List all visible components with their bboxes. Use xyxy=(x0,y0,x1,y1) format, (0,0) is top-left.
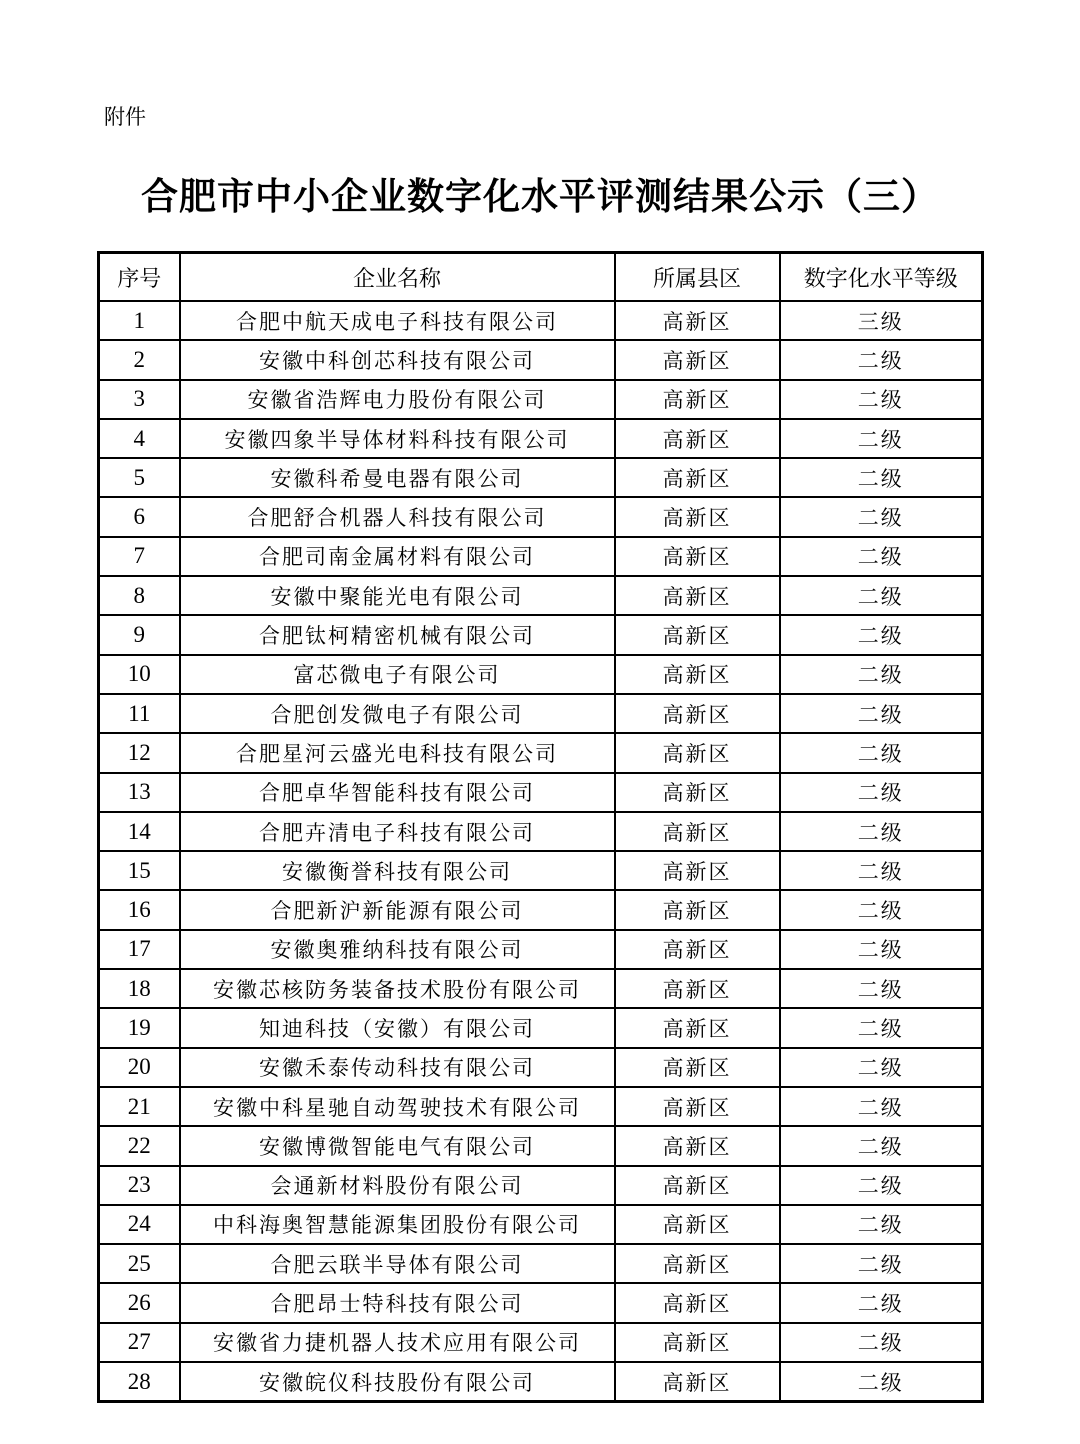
district: 高新区 xyxy=(615,851,780,890)
district: 高新区 xyxy=(615,497,780,536)
row-index: 7 xyxy=(99,537,180,576)
table-row xyxy=(99,1087,983,1126)
digital-level: 二级 xyxy=(780,419,983,458)
company-name: 安徽中科创芯科技有限公司 xyxy=(180,340,615,379)
company-name: 合肥中航天成电子科技有限公司 xyxy=(180,301,615,340)
table-row xyxy=(99,615,983,654)
company-name: 合肥卉清电子科技有限公司 xyxy=(180,812,615,851)
digital-level: 二级 xyxy=(780,1166,983,1205)
table-row xyxy=(99,694,983,733)
company-name: 富芯微电子有限公司 xyxy=(180,655,615,694)
digital-level: 二级 xyxy=(780,930,983,969)
digital-level: 二级 xyxy=(780,340,983,379)
digital-level: 二级 xyxy=(780,655,983,694)
row-index: 14 xyxy=(99,812,180,851)
row-index: 23 xyxy=(99,1166,180,1205)
row-index: 12 xyxy=(99,733,180,772)
company-name: 合肥新沪新能源有限公司 xyxy=(180,890,615,929)
company-name: 安徽博微智能电气有限公司 xyxy=(180,1126,615,1165)
header-index: 序号 xyxy=(99,253,180,302)
company-name: 安徽皖仪科技股份有限公司 xyxy=(180,1362,615,1402)
district: 高新区 xyxy=(615,1323,780,1362)
company-name: 中科海奥智慧能源集团股份有限公司 xyxy=(180,1205,615,1244)
table-row xyxy=(99,1205,983,1244)
table-row xyxy=(99,1166,983,1205)
digital-level: 二级 xyxy=(780,1283,983,1322)
district: 高新区 xyxy=(615,694,780,733)
company-name: 安徽四象半导体材料科技有限公司 xyxy=(180,419,615,458)
header-company-name: 企业名称 xyxy=(180,253,615,302)
row-index: 18 xyxy=(99,969,180,1008)
digital-level: 二级 xyxy=(780,812,983,851)
table-row xyxy=(99,380,983,419)
digital-level: 二级 xyxy=(780,733,983,772)
digital-level: 二级 xyxy=(780,1362,983,1402)
digital-level: 二级 xyxy=(780,1205,983,1244)
district: 高新区 xyxy=(615,380,780,419)
company-name: 安徽科希曼电器有限公司 xyxy=(180,458,615,497)
company-name: 安徽衡誉科技有限公司 xyxy=(180,851,615,890)
digital-level: 二级 xyxy=(780,1008,983,1047)
company-name: 安徽中科星驰自动驾驶技术有限公司 xyxy=(180,1087,615,1126)
digital-level: 二级 xyxy=(780,1048,983,1087)
table-row xyxy=(99,1008,983,1047)
table-row xyxy=(99,930,983,969)
digital-level: 二级 xyxy=(780,1244,983,1283)
digital-level: 二级 xyxy=(780,576,983,615)
company-name: 合肥卓华智能科技有限公司 xyxy=(180,773,615,812)
row-index: 9 xyxy=(99,615,180,654)
row-index: 13 xyxy=(99,773,180,812)
district: 高新区 xyxy=(615,1126,780,1165)
row-index: 15 xyxy=(99,851,180,890)
digital-level: 二级 xyxy=(780,851,983,890)
company-name: 会通新材料股份有限公司 xyxy=(180,1166,615,1205)
digital-level: 二级 xyxy=(780,773,983,812)
company-name: 安徽省力捷机器人技术应用有限公司 xyxy=(180,1323,615,1362)
district: 高新区 xyxy=(615,812,780,851)
district: 高新区 xyxy=(615,576,780,615)
district: 高新区 xyxy=(615,733,780,772)
row-index: 19 xyxy=(99,1008,180,1047)
row-index: 17 xyxy=(99,930,180,969)
company-name: 知迪科技（安徽）有限公司 xyxy=(180,1008,615,1047)
company-name: 安徽中聚能光电有限公司 xyxy=(180,576,615,615)
row-index: 5 xyxy=(99,458,180,497)
table-row xyxy=(99,497,983,536)
table-row xyxy=(99,1048,983,1087)
district: 高新区 xyxy=(615,930,780,969)
digital-level: 二级 xyxy=(780,890,983,929)
row-index: 22 xyxy=(99,1126,180,1165)
row-index: 16 xyxy=(99,890,180,929)
table-row xyxy=(99,419,983,458)
district: 高新区 xyxy=(615,1362,780,1402)
company-name: 安徽芯核防务装备技术股份有限公司 xyxy=(180,969,615,1008)
table-row xyxy=(99,733,983,772)
digital-level: 二级 xyxy=(780,1126,983,1165)
digital-level: 二级 xyxy=(780,1323,983,1362)
table-row xyxy=(99,1362,983,1402)
row-index: 2 xyxy=(99,340,180,379)
results-table xyxy=(97,251,984,1403)
company-name: 安徽禾泰传动科技有限公司 xyxy=(180,1048,615,1087)
company-name: 合肥星河云盛光电科技有限公司 xyxy=(180,733,615,772)
row-index: 24 xyxy=(99,1205,180,1244)
row-index: 28 xyxy=(99,1362,180,1402)
row-index: 1 xyxy=(99,301,180,340)
table-row xyxy=(99,576,983,615)
district: 高新区 xyxy=(615,537,780,576)
table-row xyxy=(99,890,983,929)
row-index: 3 xyxy=(99,380,180,419)
page-title: 合肥市中小企业数字化水平评测结果公示（三） xyxy=(141,174,939,218)
row-index: 26 xyxy=(99,1283,180,1322)
district: 高新区 xyxy=(615,1166,780,1205)
table-header-row xyxy=(99,253,983,302)
table-row xyxy=(99,340,983,379)
table-row xyxy=(99,301,983,340)
district: 高新区 xyxy=(615,419,780,458)
digital-level: 二级 xyxy=(780,458,983,497)
district: 高新区 xyxy=(615,890,780,929)
header-district: 所属县区 xyxy=(615,253,780,302)
district: 高新区 xyxy=(615,1008,780,1047)
table-row xyxy=(99,458,983,497)
district: 高新区 xyxy=(615,773,780,812)
company-name: 合肥舒合机器人科技有限公司 xyxy=(180,497,615,536)
digital-level: 二级 xyxy=(780,497,983,536)
digital-level: 二级 xyxy=(780,537,983,576)
digital-level: 二级 xyxy=(780,694,983,733)
row-index: 10 xyxy=(99,655,180,694)
row-index: 20 xyxy=(99,1048,180,1087)
district: 高新区 xyxy=(615,458,780,497)
district: 高新区 xyxy=(615,1205,780,1244)
district: 高新区 xyxy=(615,301,780,340)
company-name: 合肥司南金属材料有限公司 xyxy=(180,537,615,576)
district: 高新区 xyxy=(615,615,780,654)
row-index: 27 xyxy=(99,1323,180,1362)
attachment-label: 附件 xyxy=(104,105,146,129)
digital-level: 三级 xyxy=(780,301,983,340)
company-name: 安徽奥雅纳科技有限公司 xyxy=(180,930,615,969)
digital-level: 二级 xyxy=(780,969,983,1008)
digital-level: 二级 xyxy=(780,380,983,419)
table-row xyxy=(99,969,983,1008)
row-index: 8 xyxy=(99,576,180,615)
row-index: 21 xyxy=(99,1087,180,1126)
table-row xyxy=(99,1283,983,1322)
table-body xyxy=(99,301,983,1402)
row-index: 4 xyxy=(99,419,180,458)
header-digital-level: 数字化水平等级 xyxy=(780,253,983,302)
district: 高新区 xyxy=(615,1283,780,1322)
table-row xyxy=(99,655,983,694)
district: 高新区 xyxy=(615,1087,780,1126)
district: 高新区 xyxy=(615,969,780,1008)
digital-level: 二级 xyxy=(780,615,983,654)
table-row xyxy=(99,851,983,890)
district: 高新区 xyxy=(615,1048,780,1087)
table-row xyxy=(99,537,983,576)
row-index: 11 xyxy=(99,694,180,733)
digital-level: 二级 xyxy=(780,1087,983,1126)
company-name: 合肥云联半导体有限公司 xyxy=(180,1244,615,1283)
district: 高新区 xyxy=(615,655,780,694)
table-row xyxy=(99,1244,983,1283)
row-index: 6 xyxy=(99,497,180,536)
district: 高新区 xyxy=(615,340,780,379)
table-row xyxy=(99,812,983,851)
row-index: 25 xyxy=(99,1244,180,1283)
table-row xyxy=(99,1323,983,1362)
company-name: 合肥钛柯精密机械有限公司 xyxy=(180,615,615,654)
district: 高新区 xyxy=(615,1244,780,1283)
table-row xyxy=(99,773,983,812)
table-row xyxy=(99,1126,983,1165)
company-name: 安徽省浩辉电力股份有限公司 xyxy=(180,380,615,419)
company-name: 合肥创发微电子有限公司 xyxy=(180,694,615,733)
company-name: 合肥昂士特科技有限公司 xyxy=(180,1283,615,1322)
